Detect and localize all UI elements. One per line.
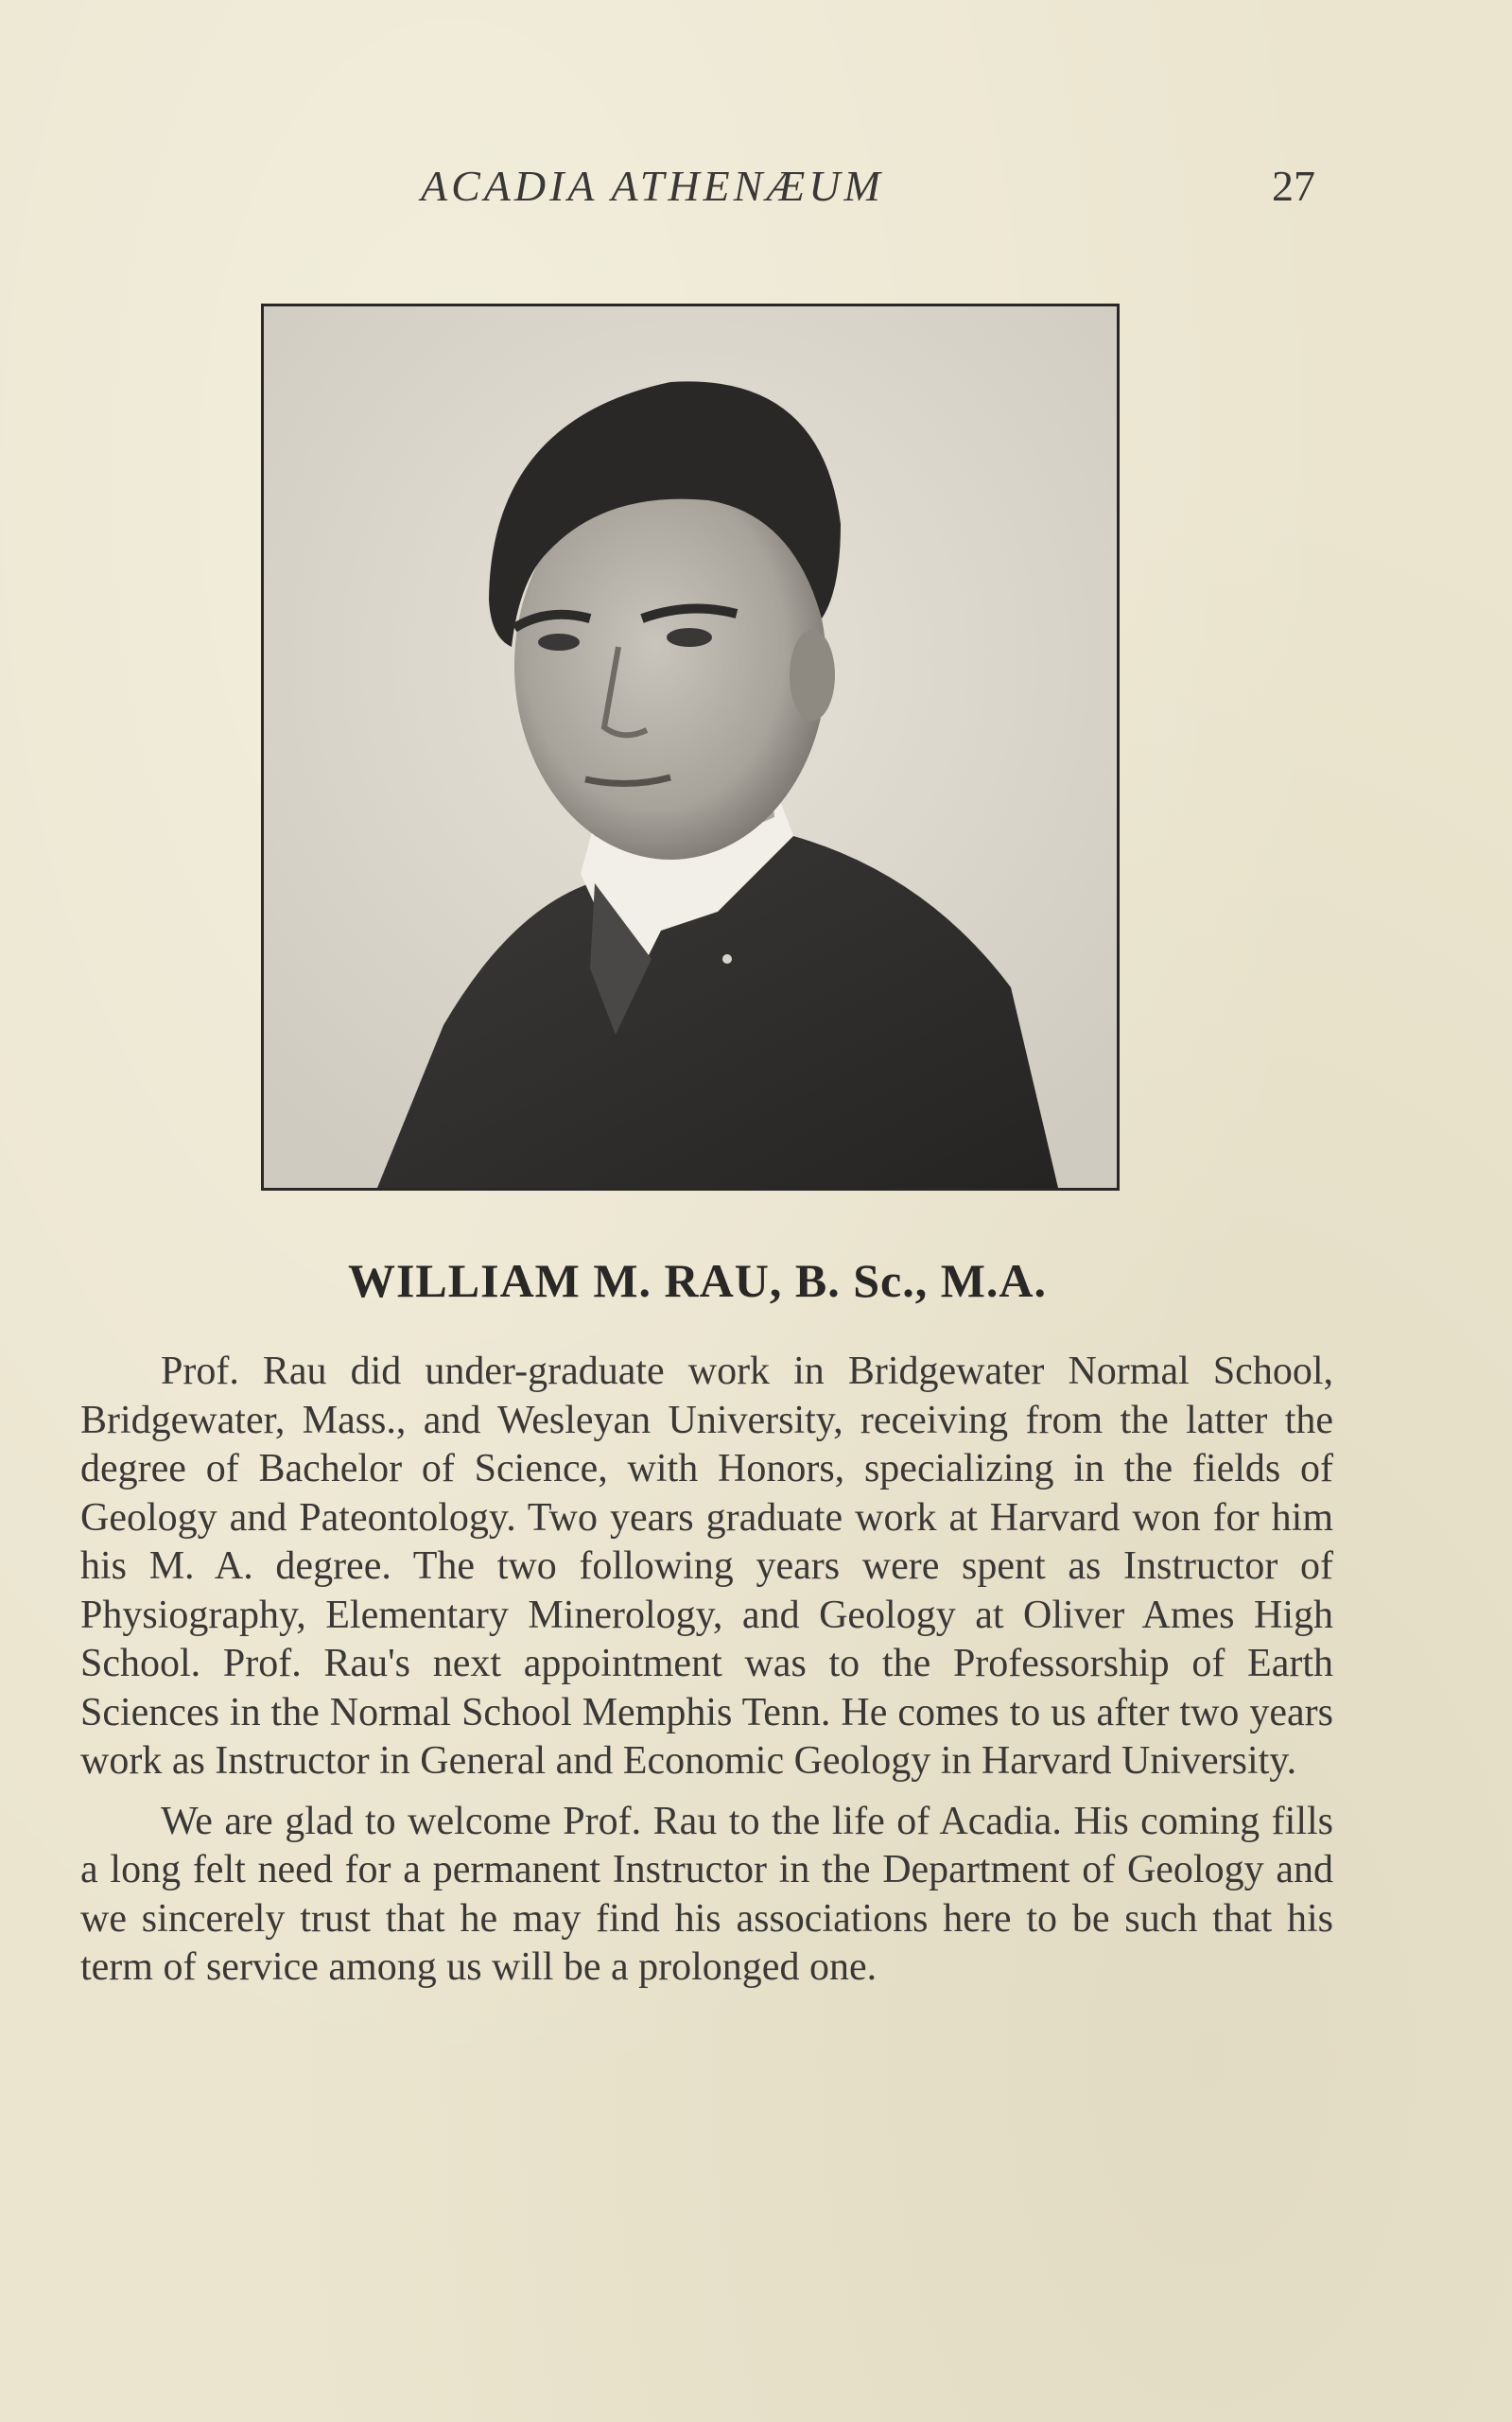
- portrait-photo: [261, 304, 1120, 1191]
- running-title: ACADIA ATHENÆUM: [421, 162, 884, 210]
- page-number: 27: [1272, 162, 1315, 210]
- paragraph-1: Prof. Rau did under-graduate work in Bridgewater Normal School, Bridgewater, Mass., and Wesleyan University, receiving from the latter the degree of Bachelor of Science, with Honors, specializing in the fields of Geology and Pateontology. Two years graduate work at Harvard won for him his M. A. degree. The two following years were spent as Instructor of Physiography, Elementary Minerology, and Geology at Oliver Ames High School. Prof. Rau's next appointment was to the Professorship of Earth Sciences in the Normal School Memphis Tenn. He comes to us after two years work as Instructor in General and Economic Geology in Harvard University.: [80, 1350, 1333, 1783]
- running-header: [0, 161, 1512, 218]
- paragraph-2: We are glad to welcome Prof. Rau to the life of Acadia. His coming fills a long felt need for a permanent Instructor in the Department of Geology and we sincerely trust that he may find his associations here to be such that his term of service among us will be a prolonged one.: [80, 1799, 1333, 1989]
- article-body: [80, 1348, 1333, 2004]
- article-heading: WILLIAM M. RAU, B. Sc., M.A.: [347, 1254, 1048, 1307]
- portrait-illustration: [264, 306, 1117, 1188]
